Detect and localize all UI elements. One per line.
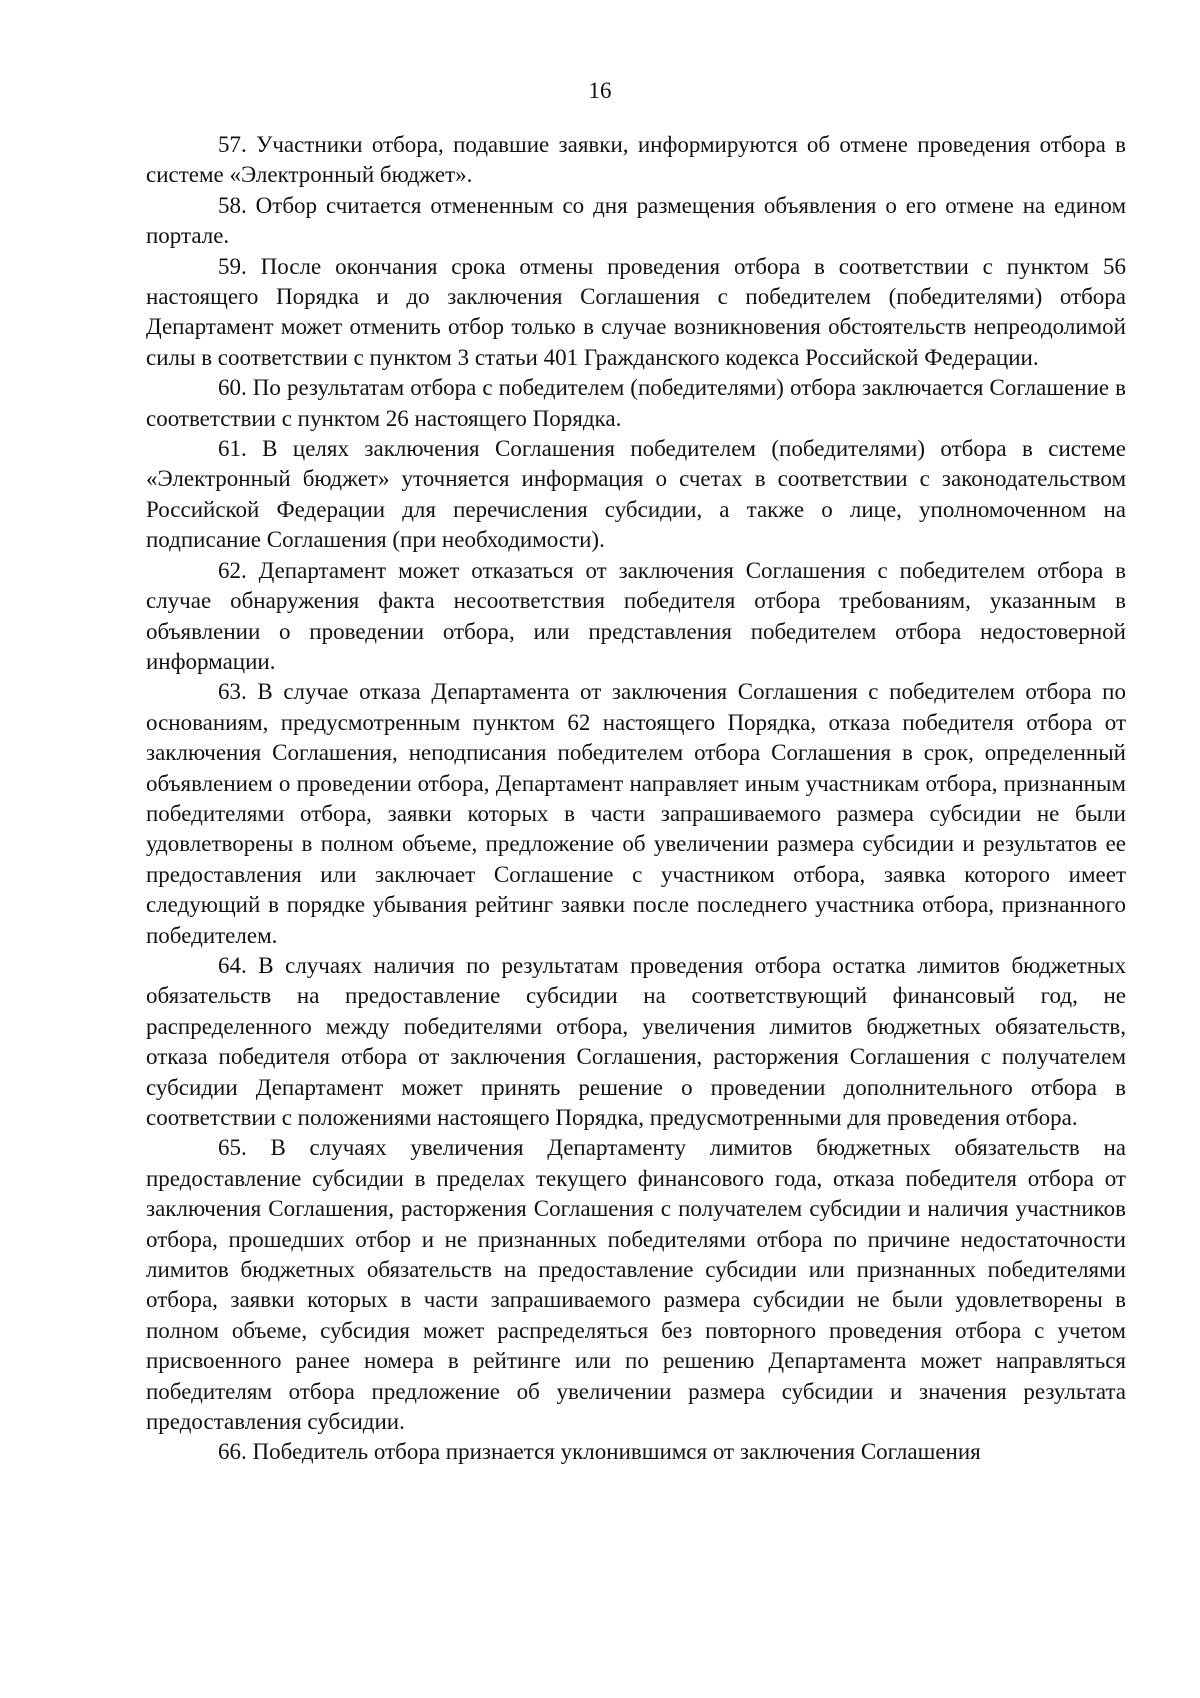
paragraph-59: 59. После окончания срока отмены проведения отбора в соответствии с пунктом 56 настоящего Порядка и до заключения Соглашения с победителем (победителями) отбора Департамент может отменить отбор только в случае возникновения обстоятельств непреодолимой силы в соответствии с пунктом 3 статьи 401 Гражданского кодекса Российской Федерации. — [146, 253, 1126, 370]
paragraph-66: 66. Победитель отбора признается уклонившимся от заключения Соглашения — [218, 1439, 981, 1465]
page-number: 16 — [588, 78, 612, 103]
paragraph-60: 60. По результатам отбора с победителем (победителями) отбора заключается Соглашение в соответствии с пунктом 26 настоящего Порядка. — [146, 375, 1126, 431]
document-body — [146, 130, 1126, 1468]
paragraph-58: 58. Отбор считается отмененным со дня размещения объявления о его отмене на едином портале. — [146, 192, 1126, 249]
paragraph-64: 64. В случаях наличия по результатам проведения отбора остатка лимитов бюджетных обязательств на предоставление субсидии на соответствующий финансовый год, не распределенного между победителями отбора, увеличения лимитов бюджетных обязательств, отказа победителя отбора от заключения Соглашения, расторжения Соглашения с получателем субсидии Департамент может принять решение о проведении дополнительного отбора в соответствии с положениями настоящего Порядка, предусмотренными для проведения отбора. — [146, 952, 1126, 1130]
paragraph-63: 63. В случае отказа Департамента от заключения Соглашения с победителем отбора по основаниям, предусмотренным пунктом 62 настоящего Порядка, отказа победителя отбора от заключения Соглашения, неподписания победителем отбора Соглашения в срок, определенный объявлением о проведении отбора, Департамент направляет иным участникам отбора, признанным победителями отбора, заявки которых в части запрашиваемого размера субсидии не были удовлетворены в полном объеме, предложение об увеличении размера субсидии и результатов ее предоставления или заключает Соглашение с участником отбора, заявка которого имеет следующий в порядке убывания рейтинг заявки после последнего участника отбора, признанного победителем. — [146, 679, 1126, 948]
paragraph-57: 57. Участники отбора, подавшие заявки, информируются об отмене проведения отбора в системе «Электронный бюджет». — [146, 132, 1126, 188]
paragraph-65: 65. В случаях увеличения Департаменту лимитов бюджетных обязательств на предоставление субсидии в пределах текущего финансового года, отказа победителя отбора от заключения Соглашения, расторжения Соглашения с получателем субсидии и наличия участников отбора, прошедших отбор и не признанных победителями отбора по причине недостаточности лимитов бюджетных обязательств на предоставление субсидии или признанных победителями отбора, заявки которых в части запрашиваемого размера субсидии не были удовлетворены в полном объеме, субсидия может распределяться без повторного проведения отбора с учетом присвоенного ранее номера в рейтинге или по решению Департамента может направляться победителям отбора предложение об увеличении размера субсидии и значения результата предоставления субсидии. — [146, 1135, 1126, 1435]
paragraph-62: 62. Департамент может отказаться от заключения Соглашения с победителем отбора в случае обнаружения факта несоответствия победителя отбора требованиям, указанным в объявлении о проведении отбора, или представления победителем отбора недостоверной информации. — [146, 557, 1126, 674]
paragraph-61: 61. В целях заключения Соглашения победителем (победителями) отбора в системе «Электронный бюджет» уточняется информация о счетах в соответствии с законодательством Российской Федерации для перечисления субсидии, а также о лице, уполномоченном на подписание Соглашения (при необходимости). — [146, 436, 1126, 553]
